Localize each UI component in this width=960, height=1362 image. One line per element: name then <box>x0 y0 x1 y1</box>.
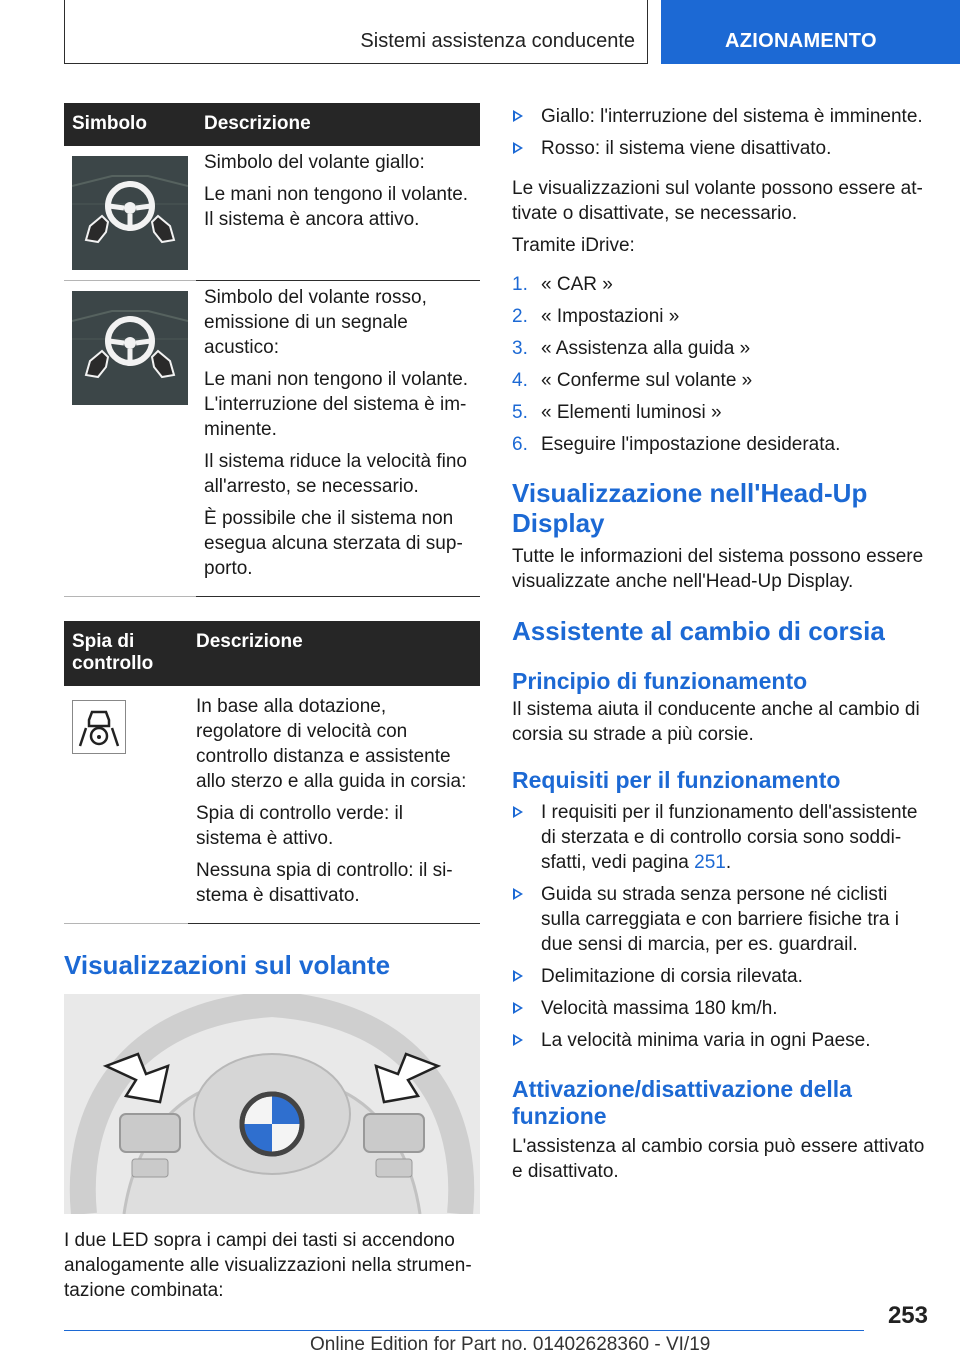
list-item: Guida su strada senza persone né ciclisti sulla carreggiata e con barriere fisiche tra i due sensi di marcia, per es. guardrail. <box>512 882 928 957</box>
bullet-triangle-icon <box>513 970 523 982</box>
steering-wheel-red-icon <box>72 291 188 405</box>
lamp-desc-line-3: Nessuna spia di controllo: il sistema è disattivato. <box>196 860 453 906</box>
idrive-intro: Tramite iDrive: <box>512 235 635 256</box>
header-section-box <box>64 0 648 64</box>
lamp-table-header-lamp: Spia di controllo <box>64 621 188 686</box>
symbol-table-header-description: Descrizione <box>196 103 480 146</box>
steering-displays-toggle-text: Le visualizzazioni sul volante possono essere attivate o disattivate, se necessario. <box>512 178 923 224</box>
led-color-list <box>512 104 928 161</box>
page-link-251[interactable]: 251 <box>694 852 726 873</box>
header-chapter-title: AZIONAMENTO <box>725 30 877 52</box>
left-column <box>64 103 480 1303</box>
symbol-desc-2-line-3: Il sistema riduce la velocità fino all'arresto, se necessario. <box>204 451 467 497</box>
footer-rule <box>64 1330 864 1331</box>
symbol-desc-2-line-1: Simbolo del volante rosso, emissione di un segnale acustico: <box>204 287 427 358</box>
right-column <box>512 104 928 1184</box>
lamp-desc-line-1: In base alla dotazione, regolatore di velocità con controllo distanza e assistente allo sterzo e alla guida in corsia: <box>196 696 467 792</box>
symbol-desc-1-line-1: Simbolo del volante giallo: <box>204 152 425 173</box>
list-item: 3. « Assistenza alla guida » <box>512 338 751 359</box>
subheading-activation: Attivazione/disattivazione della funzione <box>512 1076 852 1129</box>
bullet-triangle-icon <box>513 1002 523 1014</box>
list-item: 4. « Conferme sul volante » <box>512 370 753 391</box>
symbol-desc-2-line-4: È possibile che il sistema non esegua alcuna sterzata di supporto. <box>204 508 463 579</box>
steering-wheel-photo <box>64 994 480 1214</box>
bullet-triangle-icon <box>513 888 523 900</box>
table-row <box>64 686 480 924</box>
idrive-steps-list <box>512 272 928 457</box>
header-section-title: Sistemi assistenza conducente <box>360 30 635 52</box>
symbol-table-header-symbol: Simbolo <box>64 103 196 146</box>
subheading-requirements: Requisiti per il funzionamento <box>512 767 841 793</box>
symbol-desc-1-line-2: Le mani non tengono il volante. Il sistema è ancora attivo. <box>204 184 469 230</box>
section-heading-steering-displays: Visualizzazioni sul volante <box>64 950 391 980</box>
list-item: Velocità massima 180 km/h. <box>512 996 928 1021</box>
subheading-principle: Principio di funzionamento <box>512 668 808 694</box>
bullet-triangle-icon <box>513 142 523 154</box>
list-item: I requisiti per il funzionamento dell'assistente di sterzata e di controllo corsia sono soddisfatti, vedi pagina 251. <box>512 800 928 875</box>
steering-led-caption: I due LED sopra i campi dei tasti si accendono analogamente alle visualizzazioni nella strumentazione combinata: <box>64 1230 472 1301</box>
hud-text: Tutte le informazioni del sistema possono essere visualizzate anche nell'Head-Up Display. <box>512 546 924 592</box>
list-item: Giallo: l'interruzione del sistema è imminente. <box>512 104 928 129</box>
page-number: 253 <box>887 1302 928 1329</box>
lamp-desc-line-2: Spia di controllo verde: il sistema è attivo. <box>196 803 403 849</box>
list-item: 6. Eseguire l'impostazione desiderata. <box>512 434 841 455</box>
bullet-triangle-icon <box>513 110 523 122</box>
activation-text: L'assistenza al cambio corsia può essere attivato e disattivato. <box>512 1136 925 1182</box>
bullet-triangle-icon <box>513 806 523 818</box>
table-row <box>64 281 480 597</box>
requirements-list <box>512 800 928 1053</box>
bullet-triangle-icon <box>513 1034 523 1046</box>
list-item: Delimitazione di corsia rilevata. <box>512 964 928 989</box>
assist-steering-lamp-icon <box>72 700 126 754</box>
list-item: Rosso: il sistema viene disattivato. <box>512 136 928 161</box>
principle-text: Il sistema aiuta il conducente anche al cambio di corsia su strade a più corsie. <box>512 699 920 745</box>
list-item: 1. « CAR » <box>512 274 613 295</box>
footer-edition: Online Edition for Part no. 01402628360 - VI/19 <box>310 1334 711 1355</box>
lamp-table-header-description: Descrizione <box>188 621 480 686</box>
header-chapter-tab <box>661 0 960 64</box>
symbol-desc-2-line-2: Le mani non tengono il volante. L'interruzione del sistema è imminente. <box>204 369 469 440</box>
table-row <box>64 146 480 281</box>
list-item: La velocità minima varia in ogni Paese. <box>512 1028 928 1053</box>
lamp-table <box>64 621 480 924</box>
list-item: 2. « Impostazioni » <box>512 306 680 327</box>
section-heading-lane-change: Assistente al cambio di corsia <box>512 616 885 646</box>
steering-wheel-yellow-icon <box>72 156 188 270</box>
section-heading-hud: Visualizzazione nell'Head-Up Display <box>512 478 868 538</box>
list-item: 5. « Elementi luminosi » <box>512 402 722 423</box>
symbol-table <box>64 103 480 597</box>
